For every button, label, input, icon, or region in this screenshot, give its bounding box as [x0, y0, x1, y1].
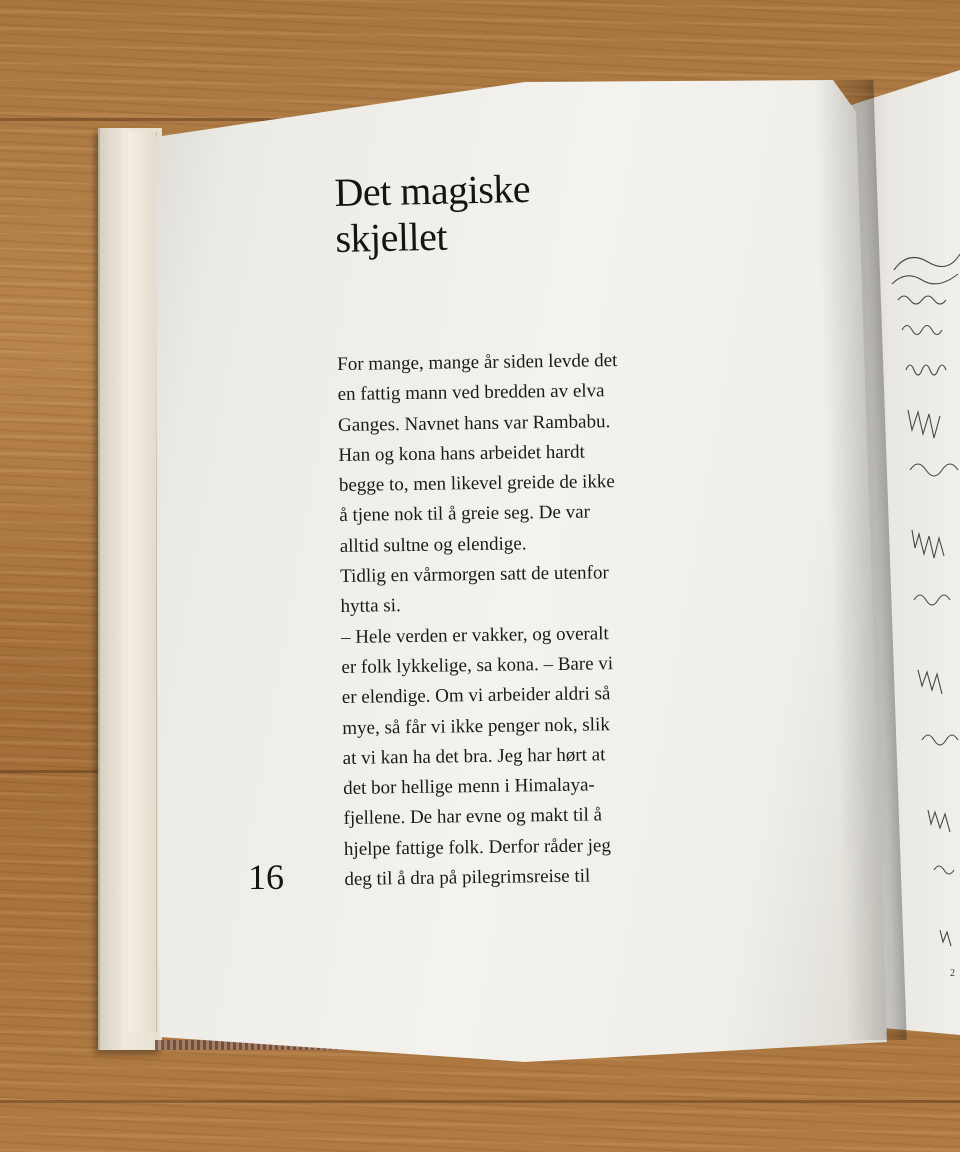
text-line: hytta si.: [340, 595, 401, 618]
text-line: deg til å dra på pilegrimsreise til: [344, 865, 591, 890]
text-line: Ganges. Navnet hans var Rambabu.: [337, 410, 611, 436]
text-line: Tidlig en vårmorgen satt de utenfor: [340, 562, 609, 588]
text-line: begge to, men likevel greide de ikke: [338, 471, 615, 497]
text-line: For mange, mange år siden levde det: [337, 350, 618, 375]
page-number: 16: [248, 857, 284, 897]
book-spine-strip: [128, 132, 157, 1032]
text-line: Han og kona hans arbeidet hardt: [338, 441, 585, 466]
text-line: mye, så får vi ikke penger nok, slik: [342, 713, 610, 739]
text-line: er elendige. Om vi arbeider aldri så: [341, 683, 611, 709]
right-page-number: 2: [950, 968, 955, 979]
text-line: – Hele verden er vakker, og overalt: [340, 622, 609, 648]
text-line: at vi kan ha det bra. Jeg har hørt at: [342, 744, 606, 769]
story-body-text: [337, 345, 715, 895]
story-title: [334, 166, 531, 262]
text-line: er folk lykkelige, sa kona. – Bare vi: [341, 653, 614, 678]
story-title-line-2: skjellet: [334, 213, 448, 261]
text-line: en fattig mann ved bredden av elva: [337, 380, 605, 406]
text-line: alltid sultne og elendige.: [339, 533, 527, 557]
text-line: å tjene nok til å greie seg. De var: [339, 501, 591, 527]
text-line: det bor hellige menn i Himalaya-: [342, 774, 595, 800]
text-line: fjellene. De har evne og makt til å: [343, 804, 603, 830]
text-line: hjelpe fattige folk. Derfor råder jeg: [343, 834, 612, 860]
story-title-line-1: Det magiske: [334, 165, 531, 215]
